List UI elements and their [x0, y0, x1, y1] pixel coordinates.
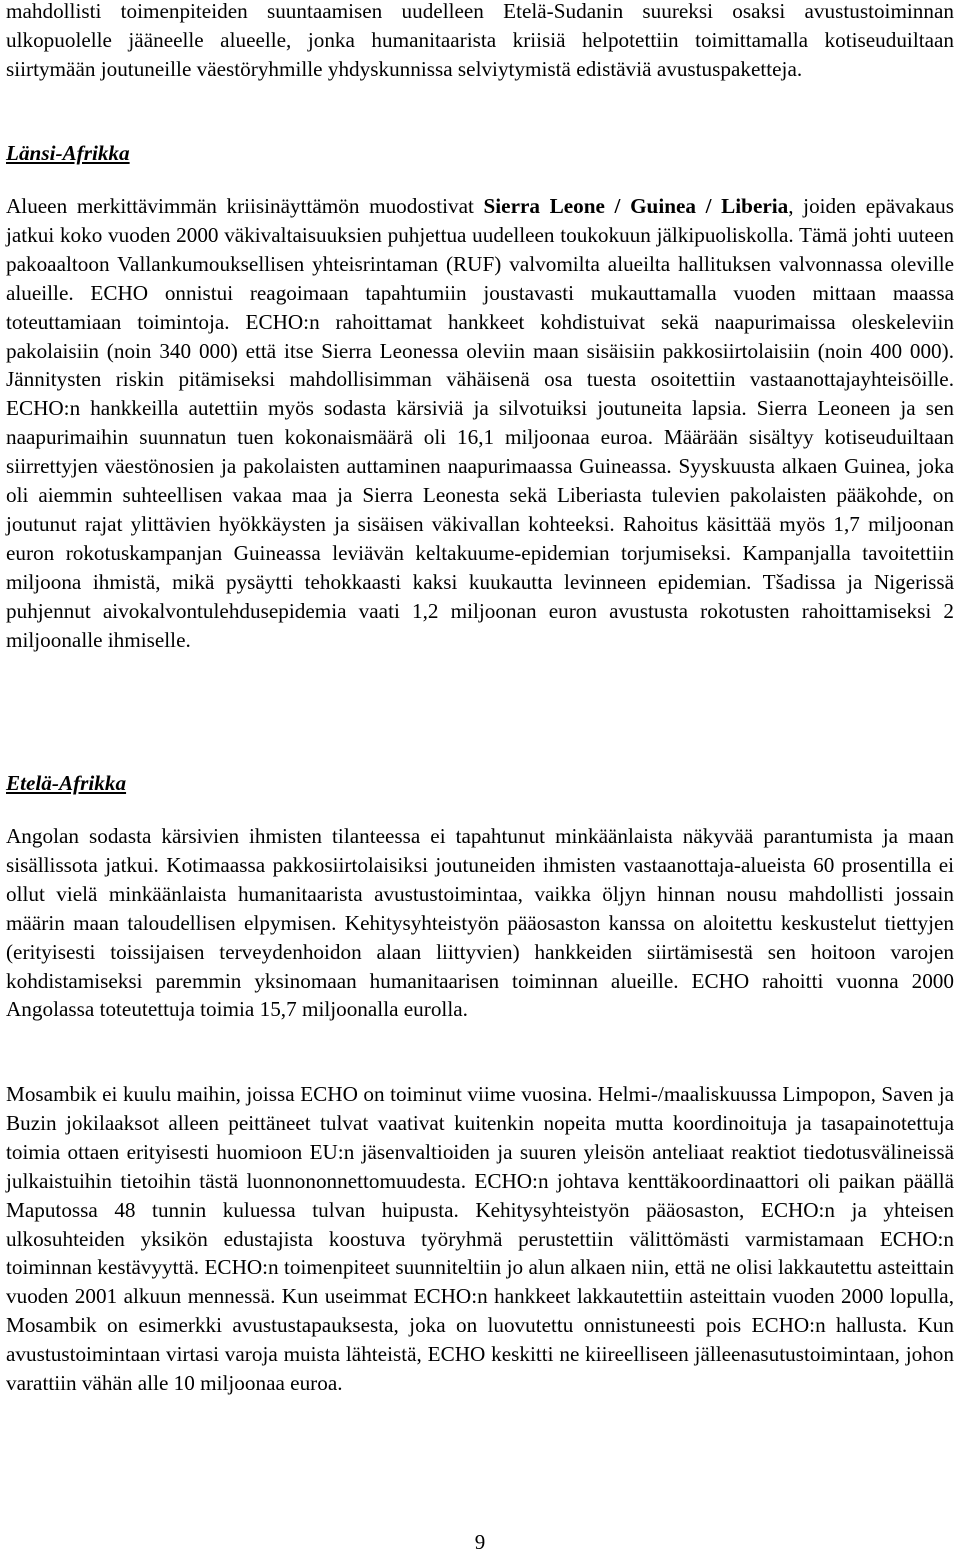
- intro-paragraph: mahdollisti toimenpiteiden suuntaamisen uudelleen Etelä-Sudanin suureksi osaksi avustustoiminnan ulkopuolelle jääneelle alueelle, jonka humanitaarista kriisiä helpotettiin toimittamalla kotiseuduiltaan siirtymään joutuneille väestöryhmille yhdyskunnissa selviytymistä edistäviä avustuspaketteja.: [6, 0, 954, 81]
- bold-countries: Sierra Leone / Guinea / Liberia: [483, 194, 789, 218]
- paragraph-text-start: Alueen merkittävimmän kriisinäyttämön muodostivat: [6, 194, 484, 218]
- section-heading-west-africa: Länsi-Afrikka: [6, 141, 130, 165]
- section-heading-south-africa: Etelä-Afrikka: [6, 771, 127, 795]
- angola-paragraph: Angolan sodasta kärsivien ihmisten tilanteessa ei tapahtunut minkäänlaista näkyvää parantumista ja maan sisällissota jatkui. Kotimaassa pakkosiirtolaisiksi joutuneiden ihmisten vastaanottaja-alueista 60 prosentilla ei ollut vielä minkäänlaista humanitaarista avustustoimintaa, vaikka öljyn hinnan nousu mahdollisti jossain määrin maan taloudellisen elpymisen. Kehitysyhteistyön pääosaston kanssa on aloitettu keskustelut tiettyjen (erityisesti toissijaisen terveydenhoidon alaan liittyvien) hankkeiden siirtämisestä sen hoitoon varojen kohdistamiseksi paremmin yksinomaan humanitaarisen toiminnan alueille. ECHO rahoitti vuonna 2000 Angolassa toteutettuja toimia 15,7 miljoonalla eurolla.: [6, 824, 954, 1022]
- paragraph-text-rest: , joiden epävakaus jatkui koko vuoden 2000 väkivaltaisuuksien puhjettua uudelleen toukokuun jälkipuoliskolla. Tämä johti uuteen pakoaaltoon Vallankumouksellisen yhteisrintaman (RUF) valvomilta alueilta hallituksen valvonnassa oleville alueille. ECHO onnistui reagoimaan tapahtumiin joustavasti mukauttamalla vuoden mittaan maassa toteuttamiaan toimintoja. ECHO:n rahoittamat hankkeet kohdistuivat sekä naapurimaissa oleskeleviin pakolaisiin (noin 340 000) että itse Sierra Leonessa oleviin maan sisäisiin pakkosiirtolaisiin (noin 400 000). Jännitysten riskin pitämiseksi mahdollisimman vähäisenä osa tuesta osoitettiin vastaanottajayhteisöille. ECHO:n hankkeilla autettiin myös sodasta kärsiviä ja silvotuiksi joutuneita lapsia. Sierra Leoneen ja sen naapurimaihin suunnatun tuen kokonaismäärä oli 16,1 miljoonaa euroa. Määrään sisältyy kotiseuduiltaan siirrettyjen väestönosien ja pakolaisten auttaminen naapurimaassa Guineassa. Syyskuusta alkaen Guinea, joka oli aiemmin suhteellisen vakaa maa ja Sierra Leonesta sekä Liberiasta tulevien pakolaisten pääkohde, on joutunut rajat ylittävien hyökkäysten ja sisäisen väkivallan kohteeksi. Rahoitus käsittää myös 1,7 miljoonan euron rokotuskampanjan Guineassa leviävän keltakuume-epidemian torjumiseksi. Kampanjalla tavoitettiin miljoona ihmistä, mikä pysäytti tehokkaasti kaksi kuukautta levinneen epidemian. Tšadissa ja Nigerissä puhjennut aivokalvontulehdusepidemia vaati 1,2 miljoonan euron avustusta rokotusten rahoittamiseksi 2 miljoonalle ihmiselle.: [6, 194, 955, 652]
- west-africa-paragraph: [6, 192, 954, 655]
- page-number: 9: [474, 1530, 486, 1554]
- mozambique-paragraph: Mosambik ei kuulu maihin, joissa ECHO on toiminut viime vuosina. Helmi-/maaliskuussa Limpopon, Saven ja Buzin jokilaaksot alleen peittäneet tulvat vaativat kuitenkin nopeita mutta koordinoituja ja tasapainotettuja toimia ottaen erityisesti huomioon EU:n jäsenvaltioiden ja suuren yleisön anteliaat reaktiot tiedotusvälineissä julkaistuihin tietoihin tästä luonnononnettomuudesta. ECHO:n johtava kenttäkoordinaattori oli paikan päällä Maputossa 48 tunnin kuluessa tulvan huipusta. Kehitysyhteistyön pääosaston, ECHO:n ja yhteisen ulkosuhteiden yksikön edustajista koostuva työryhmä perustettiin välittömästi varmistamaan ECHO:n toiminnan kestävyyttä. ECHO:n toimenpiteet suunniteltiin jo alun alkaen niin, että ne olisi lakkautettu asteittain vuoden 2001 alkuun mennessä. Kun useimmat ECHO:n hankkeet lakkautettiin asteittain vuoden 2000 lopulla, Mosambik on esimerkki avustustapauksesta, joka on luovutettu onnistuneesti pois ECHO:n hallusta. Kun avustustoimintaan virtasi varoja muista lähteistä, ECHO keskitti ne kiireelliseen jälleenasutustoimintaan, johon varattiin vähän alle 10 miljoonaa euroa.: [6, 1082, 954, 1396]
